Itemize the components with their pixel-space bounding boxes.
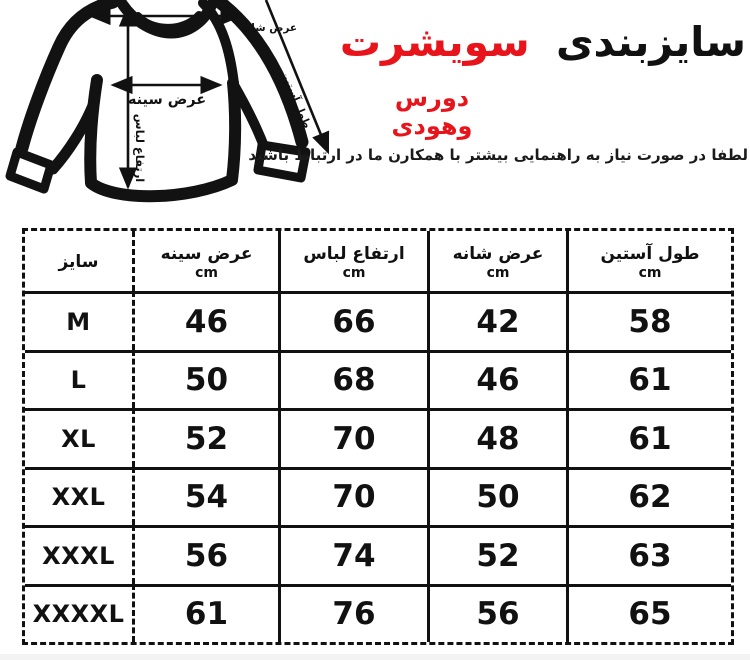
title-red-part: سویشرت	[339, 18, 530, 66]
chest-width-value: 61	[135, 584, 281, 643]
shoulder-width-value: 52	[430, 525, 569, 584]
garment-height-value: 68	[281, 350, 430, 409]
size-label: XXXL	[25, 525, 135, 584]
column-unit: cm	[195, 265, 218, 282]
sleeve-length-value: 63	[569, 525, 731, 584]
size-table	[22, 228, 734, 645]
chest-width-value: 52	[135, 408, 281, 467]
garment-height-value: 76	[281, 584, 430, 643]
column-unit: cm	[638, 265, 662, 282]
garment-height-value: 70	[281, 467, 430, 526]
sleeve-length-value: 61	[569, 408, 731, 467]
garment-height-label: ارتفاع لباس	[133, 113, 147, 183]
column-unit: cm	[486, 265, 510, 282]
column-header-label: سایز	[58, 252, 99, 273]
column-header-garment-height	[281, 231, 430, 291]
chest-width-value: 46	[135, 291, 281, 350]
page-bottom-edge	[0, 654, 750, 660]
column-header-label: عرض شانه	[452, 243, 544, 264]
column-header-chest-width	[135, 231, 281, 291]
column-header-shoulder-width	[430, 231, 569, 291]
shoulder-width-value: 50	[430, 467, 569, 526]
column-header-sleeve-length	[569, 231, 731, 291]
column-header-size	[25, 231, 135, 291]
sleeve-length-value: 61	[569, 350, 731, 409]
chest-width-label: عرض سینه	[127, 92, 207, 108]
chest-width-value: 50	[135, 350, 281, 409]
garment-height-value: 66	[281, 291, 430, 350]
sleeve-length-value: 65	[569, 584, 731, 643]
size-label: XXL	[25, 467, 135, 526]
chest-width-value: 54	[135, 467, 281, 526]
sleeve-length-value: 58	[569, 291, 731, 350]
chest-width-value: 56	[135, 525, 281, 584]
column-unit: cm	[342, 265, 366, 282]
shoulder-width-value: 42	[430, 291, 569, 350]
sleeve-length-label: طول آستین	[278, 69, 314, 131]
garment-height-value: 74	[281, 525, 430, 584]
size-label: M	[25, 291, 135, 350]
size-label: XXXXL	[25, 584, 135, 643]
title-black-part: سایزبندی	[555, 18, 746, 66]
garment-height-value: 70	[281, 408, 430, 467]
contact-note: لطفا در صورت نیاز به راهنمایی بیشتر با همکارن ما در ارتباط باشید	[248, 146, 748, 164]
column-header-label: طول آستین	[600, 243, 700, 264]
shoulder-width-label: عرض شانه	[241, 22, 298, 34]
subtitle: دورس وهودی	[391, 84, 473, 140]
column-header-label: عرض سینه	[160, 243, 253, 264]
sweatshirt-diagram	[0, 0, 345, 218]
shoulder-width-value: 48	[430, 408, 569, 467]
column-header-label: ارتفاع لباس	[303, 243, 405, 264]
page-title	[340, 20, 746, 65]
size-label: L	[25, 350, 135, 409]
shoulder-width-value: 46	[430, 350, 569, 409]
sleeve-length-value: 62	[569, 467, 731, 526]
size-label: XL	[25, 408, 135, 467]
shoulder-width-value: 56	[430, 584, 569, 643]
